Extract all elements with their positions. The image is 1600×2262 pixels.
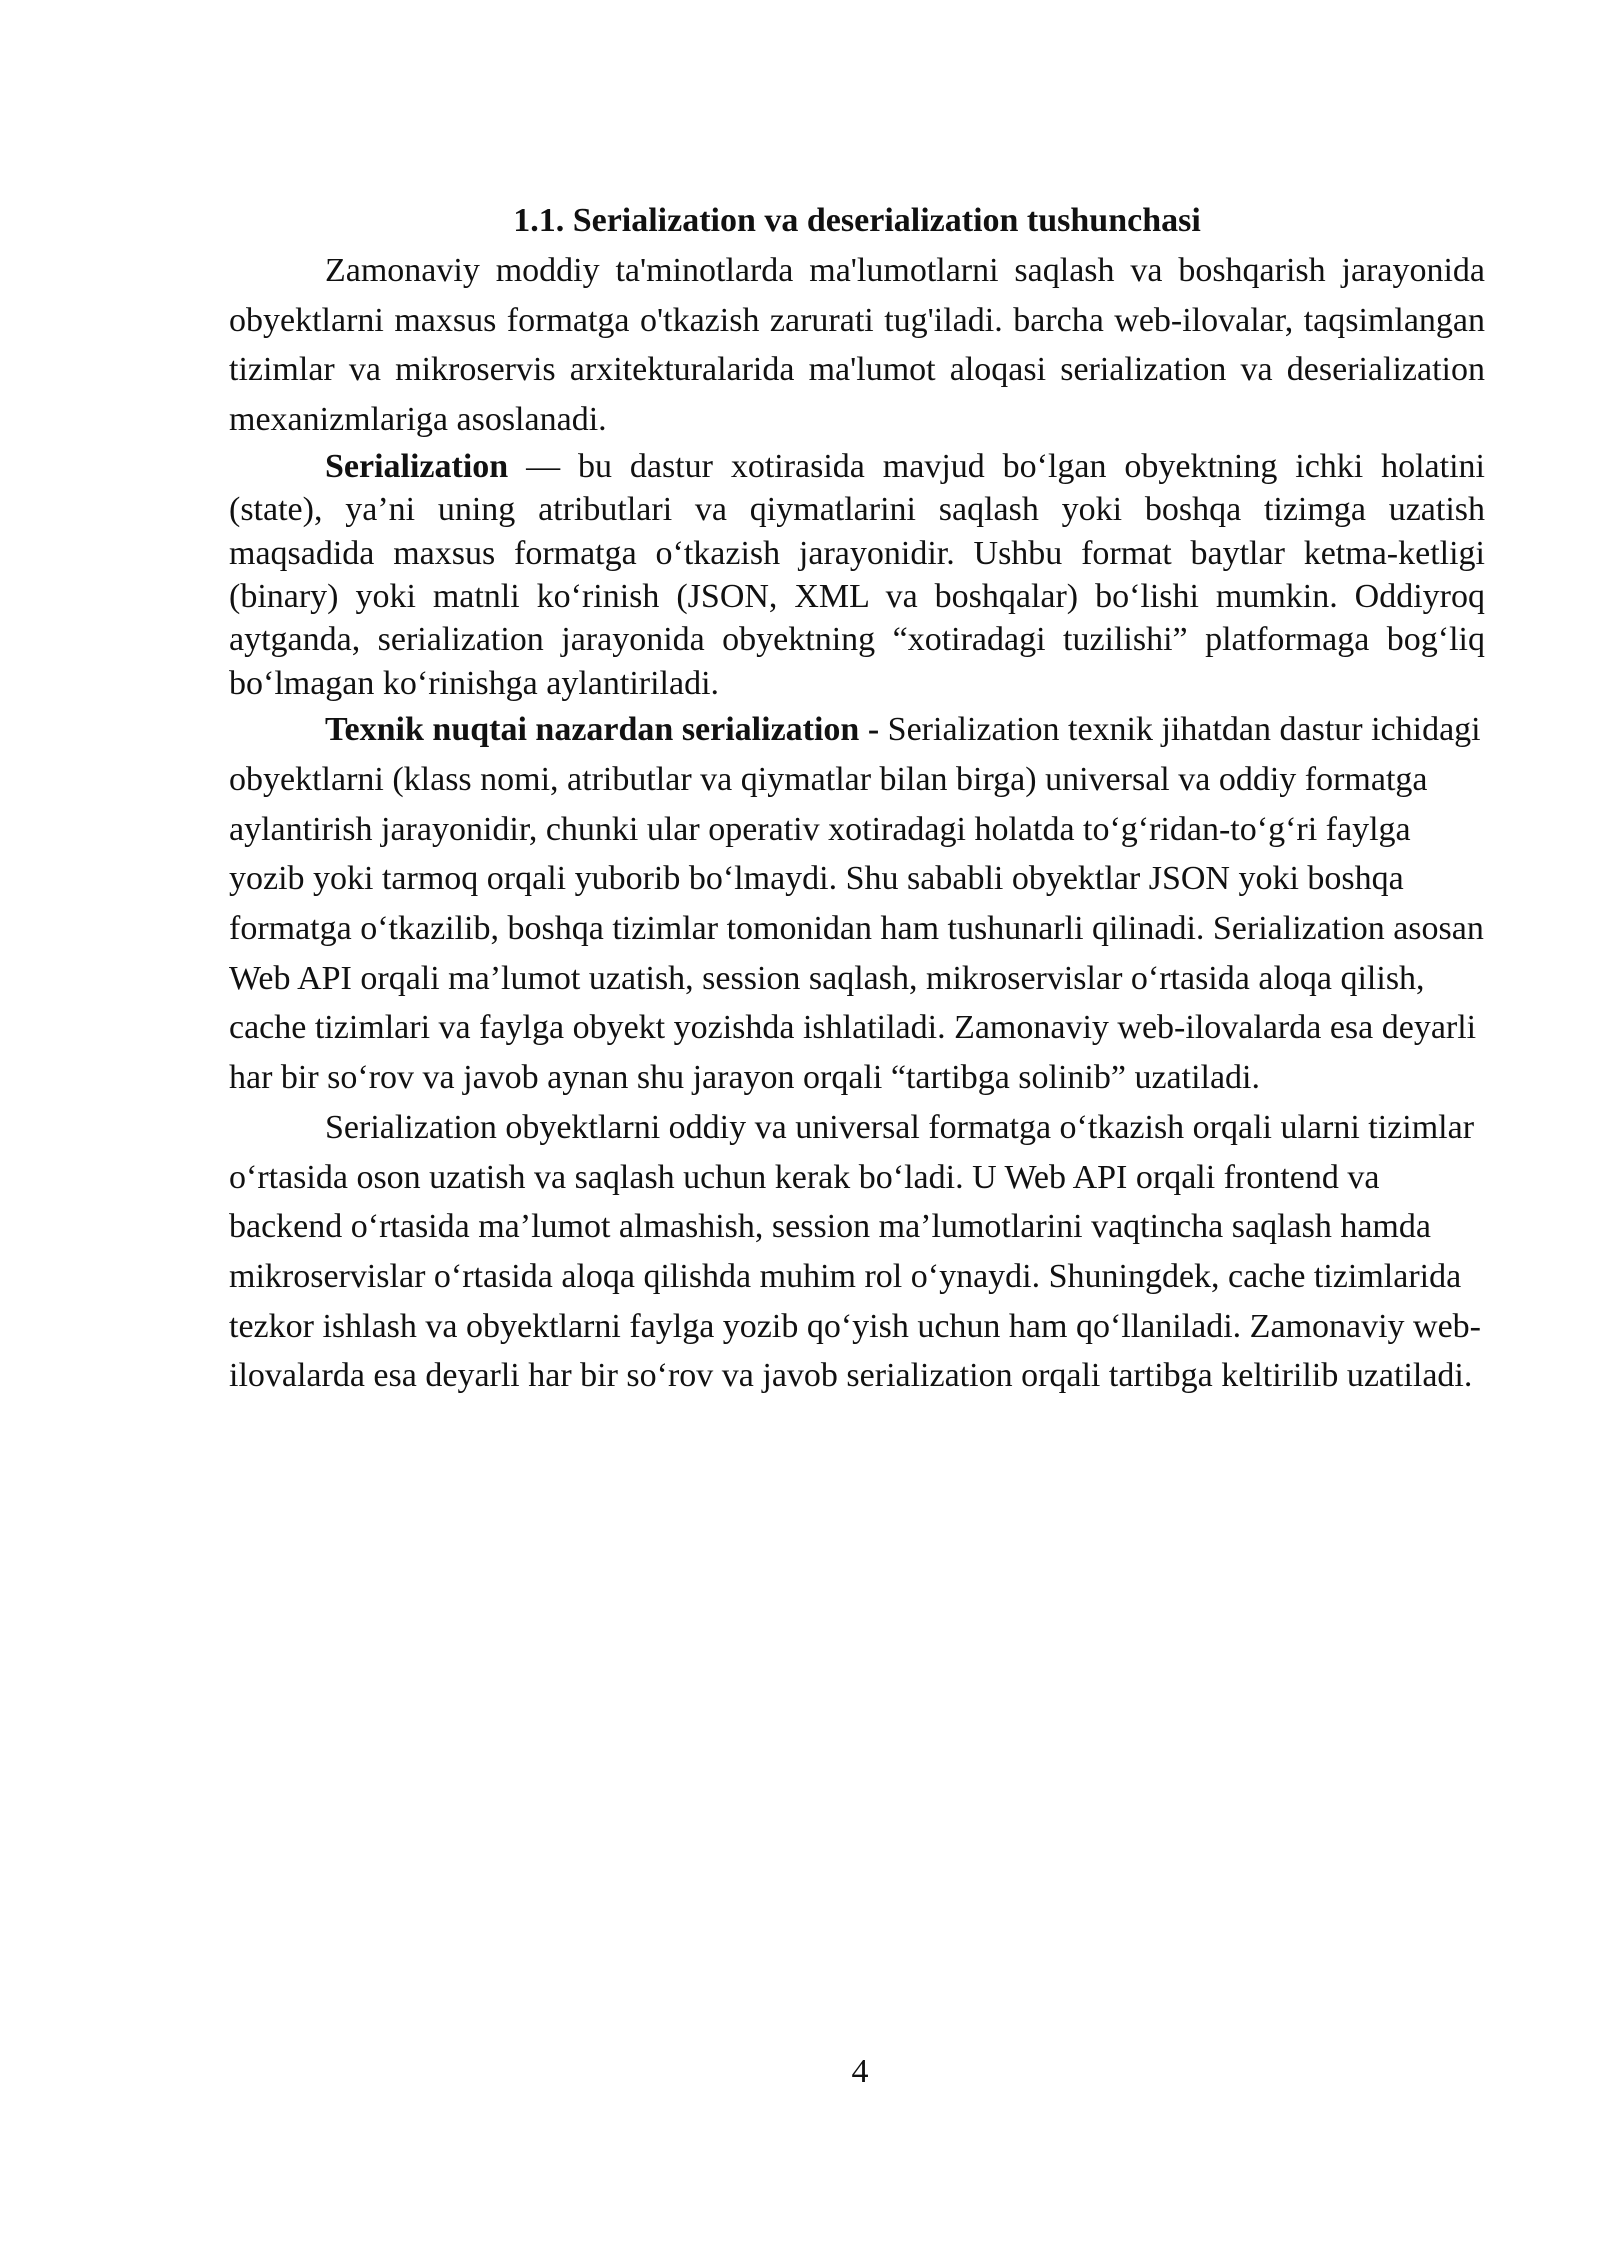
term-serialization: Serialization [325,447,509,485]
paragraph-serialization-definition [229,445,1485,705]
paragraph-intro [229,246,1485,445]
paragraph-serialization-definition-text: — bu dastur xotirasida mavjud bo‘lgan obyektning ichki holatini (state), ya’ni uning atributlari va qiymatlarini saqlash yoki boshqa tizimga uzatish maqsadida maxsus formatga o‘tkazish jarayonidir. Ushbu format baytlar ketma-ketligi (binary) yoki matnli ko‘rinish (JSON, XML va boshqalar) bo‘lishi mumkin. Oddiyroq aytganda, serialization jarayonida obyektning “xotiradagi tuzilishi” platformaga bog‘liq bo‘lmagan ko‘rinishga aylantiriladi. [229,447,1485,702]
paragraph-technical-view [229,705,1485,1103]
page-content [229,196,1485,1401]
page-number: 4 [851,2053,869,2090]
section-heading: 1.1. Serialization va deserialization tushunchasi [513,202,1201,239]
paragraph-intro-text: Zamonaviy moddiy ta'minotlarda ma'lumotlarni saqlash va boshqarish jarayonida obyektlarni maxsus formatga o'tkazish zarurati tug'iladi. barcha web-ilovalar, taqsimlangan tizimlar va mikroservis arxitekturalarida ma'lumot aloqasi serialization va deserialization mexanizmlariga asoslanadi. [229,252,1485,439]
paragraph-technical-view-text: Serialization texnik jihatdan dastur ichidagi obyektlarni (klass nomi, atributlar va qiymatlar bilan birga) universal va oddiy formatga aylantirish jarayonidir, chunki ular operativ xotiradagi holatda to‘g‘ridan-to‘g‘ri faylga yozib yoki tarmoq orqali yuborib bo‘lmaydi. Shu sababli obyektlar JSON yoki boshqa formatga o‘tkazilib, boshqa tizimlar tomonidan ham tushunarli qilinadi. Serialization asosan Web API orqali ma’lumot uzatish, session saqlash, mikroservislar o‘rtasida aloqa qilish, cache tizimlari va faylga obyekt yozishda ishlatiladi. Zamonaviy web-ilovalarda esa deyarli har bir so‘rov va javob aynan shu jarayon orqali “tartibga solinib” uzatiladi. [229,711,1484,1097]
term-technical-view: Texnik nuqtai nazardan serialization - [325,711,880,749]
paragraph-usage-text: Serialization obyektlarni oddiy va universal formatga o‘tkazish orqali ularni tizimlar o‘rtasida oson uzatish va saqlash uchun kerak bo‘ladi. U Web API orqali frontend va backend o‘rtasida ma’lumot almashish, session ma’lumotlarini vaqtincha saqlash hamda mikroservislar o‘rtasida aloqa qilishda muhim rol o‘ynaydi. Shuningdek, cache tizimlarida tezkor ishlash va obyektlarni faylga yozib qo‘yish uchun ham qo‘llaniladi. Zamonaviy web-ilovalarda esa deyarli har bir so‘rov va javob serialization orqali tartibga keltirilib uzatiladi. [229,1108,1481,1395]
paragraph-usage [229,1103,1485,1401]
